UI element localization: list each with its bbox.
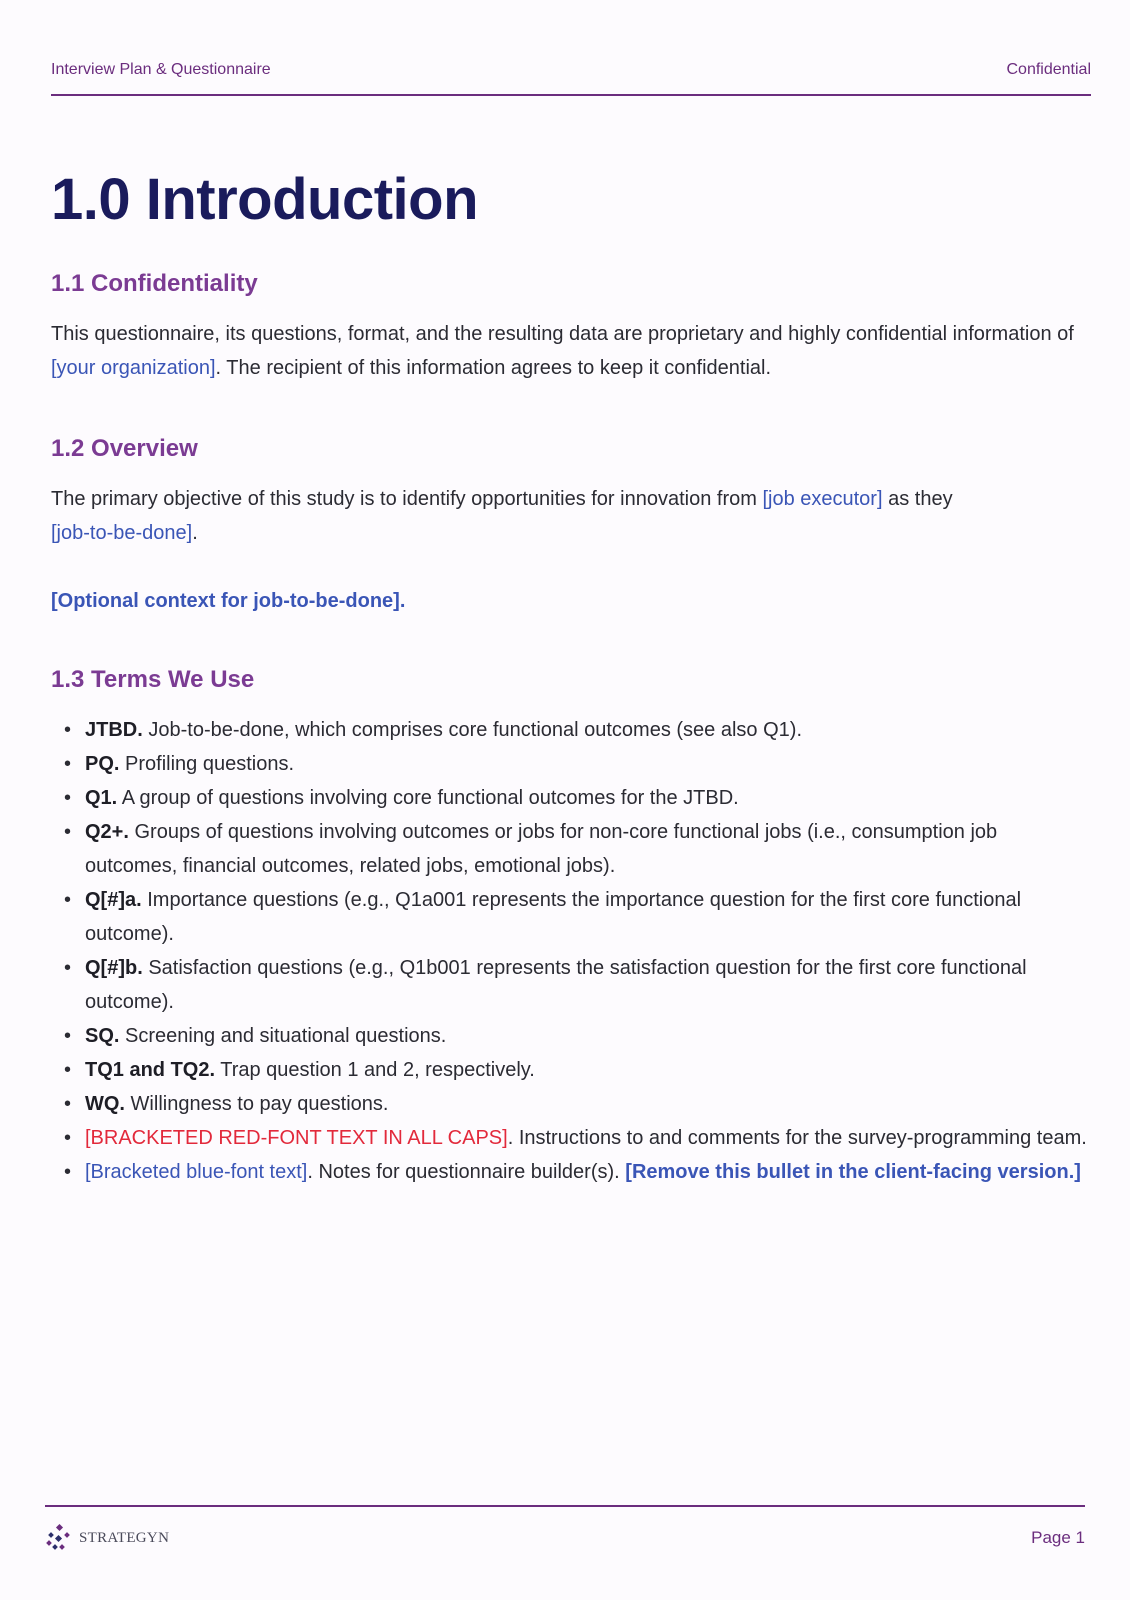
term-description: Profiling questions. — [119, 753, 294, 775]
remove-bullet-note: [Remove this bullet in the client-facing version.] — [625, 1161, 1081, 1183]
term-label: TQ1 and TQ2. — [85, 1059, 216, 1081]
list-item — [51, 951, 1091, 1019]
overview-text-2: as they — [882, 488, 953, 510]
confidentiality-text-2: . The recipient of this information agrees to keep it confidential. — [215, 357, 772, 379]
bullet-icon: • — [64, 889, 72, 911]
list-item — [51, 713, 1091, 747]
bullet-icon: • — [64, 719, 72, 741]
term-label: WQ. — [85, 1093, 125, 1115]
header-document-title: Interview Plan & Questionnaire — [51, 61, 271, 78]
strategyn-logo — [45, 1523, 169, 1553]
page-header — [51, 58, 1091, 96]
strategyn-logo-icon — [45, 1523, 75, 1553]
bullet-icon: • — [64, 1127, 72, 1149]
logo-wordmark: STRATEGYN — [79, 1529, 170, 1546]
overview-text-1: The primary objective of this study is to identify opportunities for innovation from — [51, 488, 763, 510]
section-heading-terms: 1.3 Terms We Use — [51, 666, 255, 693]
list-item-red-instructions — [51, 1121, 1091, 1155]
blue-bracket-description: . Notes for questionnaire builder(s). — [307, 1161, 626, 1183]
section-heading-overview: 1.2 Overview — [51, 435, 198, 462]
organization-placeholder: [your organization] — [51, 357, 216, 379]
section-heading-confidentiality: 1.1 Confidentiality — [51, 270, 258, 297]
optional-context-placeholder: [Optional context for job-to-be-done]. — [51, 590, 406, 612]
term-label: Q[#]a. — [85, 889, 142, 911]
list-item — [51, 781, 1091, 815]
red-bracket-description: . Instructions to and comments for the survey-programming team. — [507, 1127, 1087, 1149]
term-label: SQ. — [85, 1025, 120, 1047]
page-content — [51, 160, 1091, 1189]
term-description: Importance questions (e.g., Q1a001 represents the importance question for the first core functional outcome). — [85, 889, 1022, 945]
job-to-be-done-placeholder: [job-to-be-done] — [51, 522, 193, 544]
bullet-icon: • — [64, 787, 72, 809]
list-item — [51, 1019, 1091, 1053]
list-item — [51, 747, 1091, 781]
bullet-icon: • — [64, 821, 72, 843]
term-description: Screening and situational questions. — [119, 1025, 447, 1047]
page-footer — [45, 1505, 1085, 1553]
term-description: A group of questions involving core functional outcomes for the JTBD. — [117, 787, 739, 809]
list-item-blue-notes — [51, 1155, 1091, 1189]
term-label: PQ. — [85, 753, 120, 775]
header-confidential-label: Confidential — [1006, 61, 1091, 78]
overview-text-3: . — [192, 522, 198, 544]
term-description: Willingness to pay questions. — [125, 1093, 389, 1115]
blue-bracket-label: [Bracketed blue-font text] — [85, 1161, 308, 1183]
term-description: Job-to-be-done, which comprises core functional outcomes (see also Q1). — [142, 719, 802, 741]
overview-paragraph — [51, 482, 1091, 550]
red-bracket-label: [BRACKETED RED-FONT TEXT IN ALL CAPS] — [85, 1127, 508, 1149]
bullet-icon: • — [64, 1093, 72, 1115]
list-item — [51, 815, 1091, 883]
term-label: Q[#]b. — [85, 957, 143, 979]
bullet-icon: • — [64, 753, 72, 775]
term-description: Trap question 1 and 2, respectively. — [215, 1059, 535, 1081]
list-item — [51, 1087, 1091, 1121]
bullet-icon: • — [64, 1025, 72, 1047]
list-item — [51, 883, 1091, 951]
term-description: Groups of questions involving outcomes or jobs for non-core functional jobs (i.e., consumption job outcomes, financial outcomes, related jobs, emotional jobs). — [85, 821, 998, 877]
term-label: Q1. — [85, 787, 118, 809]
term-label: JTBD. — [85, 719, 143, 741]
job-executor-placeholder: [job executor] — [762, 488, 883, 510]
term-label: Q2+. — [85, 821, 129, 843]
confidentiality-text-1: This questionnaire, its questions, format, and the resulting data are proprietary and highly confidential information of — [51, 323, 1074, 345]
bullet-icon: • — [64, 957, 72, 979]
bullet-icon: • — [64, 1059, 72, 1081]
confidentiality-paragraph — [51, 317, 1091, 385]
page-title: 1.0 Introduction — [51, 167, 478, 232]
terms-list — [51, 713, 1091, 1189]
term-description: Satisfaction questions (e.g., Q1b001 represents the satisfaction question for the first core functional outcome). — [85, 957, 1027, 1013]
bullet-icon: • — [64, 1161, 72, 1183]
page-number: Page 1 — [1031, 1528, 1085, 1547]
list-item — [51, 1053, 1091, 1087]
